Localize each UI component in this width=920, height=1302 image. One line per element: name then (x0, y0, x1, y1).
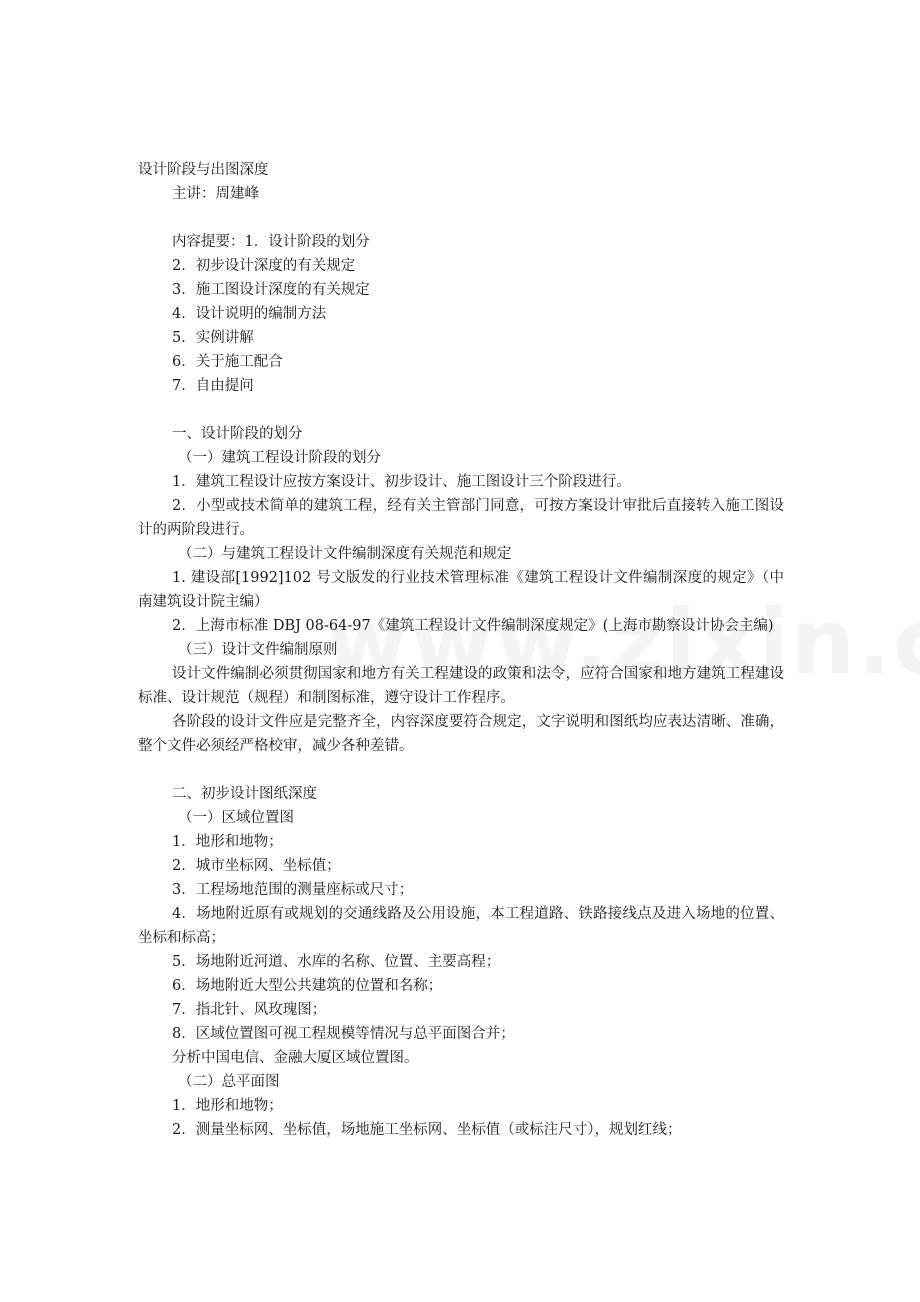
paragraph: 8．区域位置图可视工程规模等情况与总平面图合并； (172, 1026, 515, 1042)
outline-item: 5．实例讲解 (172, 330, 254, 346)
paragraph: 2．上海市标准 DBJ 08-64-97《建筑工程设计文件编制深度规定》(上海市勘察设计协会主编) (172, 618, 774, 634)
subsection-heading: （二）与建筑工程设计文件编制深度有关规范和规定 (178, 546, 512, 562)
paragraph: 设计文件编制必须贯彻国家和地方有关工程建设的政策和法令，应符合国家和地方建筑工程建设标准、设计规范（规程）和制图标准，遵守设计工作程序。 (138, 666, 784, 706)
section-heading: 二、初步设计图纸深度 (172, 786, 317, 802)
outline-intro: 内容提要：1．设计阶段的划分 (172, 234, 370, 250)
document-title: 设计阶段与出图深度 (138, 162, 269, 178)
speaker-line: 主讲：周建峰 (172, 186, 259, 202)
paragraph: 1. 建设部[1992]102 号文版发的行业技术管理标准《建筑工程设计文件编制深度的规定》（中南建筑设计院主编） (138, 570, 784, 610)
outline-item: 2．初步设计深度的有关规定 (172, 258, 356, 274)
paragraph: 7．指北针、风玫瑰图； (172, 1002, 327, 1018)
subsection-heading: （一）建筑工程设计阶段的划分 (178, 450, 381, 466)
subsection-heading: （一）区域位置图 (178, 810, 294, 826)
outline-item: 4．设计说明的编制方法 (172, 306, 327, 322)
paragraph: 5．场地附近河道、水库的名称、位置、主要高程； (172, 954, 501, 970)
paragraph: 6．场地附近大型公共建筑的位置和名称； (172, 978, 443, 994)
paragraph: 2．城市坐标网、坐标值； (172, 858, 341, 874)
paragraph: 3．工程场地范围的测量座标或尺寸； (172, 882, 414, 898)
paragraph: 各阶段的设计文件应是完整齐全，内容深度要符合规定，文字说明和图纸均应表达清晰、准确，整个文件必须经严格校审，减少各种差错。 (138, 714, 784, 754)
paragraph: 1．地形和地物； (172, 1098, 283, 1114)
paragraph: 2．小型或技术简单的建筑工程，经有关主管部门同意，可按方案设计审批后直接转入施工图设计的两阶段进行。 (138, 498, 784, 538)
subsection-heading: （三）设计文件编制原则 (178, 642, 338, 658)
paragraph: 分析中国电信、金融大厦区域位置图。 (172, 1050, 419, 1066)
paragraph: 2．测量坐标网、坐标值，场地施工坐标网、坐标值（或标注尺寸），规划红线； (172, 1122, 682, 1138)
outline-item: 7．自由提问 (172, 378, 254, 394)
outline-item: 3．施工图设计深度的有关规定 (172, 282, 370, 298)
subsection-heading: （二）总平面图 (178, 1074, 280, 1090)
document-body (138, 158, 784, 1142)
paragraph: 1．建筑工程设计应按方案设计、初步设计、施工图设计三个阶段进行。 (172, 474, 631, 490)
outline-item: 6．关于施工配合 (172, 354, 283, 370)
paragraph: 1．地形和地物； (172, 834, 283, 850)
section-heading: 一、设计阶段的划分 (172, 426, 303, 442)
paragraph: 4．场地附近原有或规划的交通线路及公用设施，本工程道路、铁路接线点及进入场地的位置、坐标和标高； (138, 906, 784, 946)
